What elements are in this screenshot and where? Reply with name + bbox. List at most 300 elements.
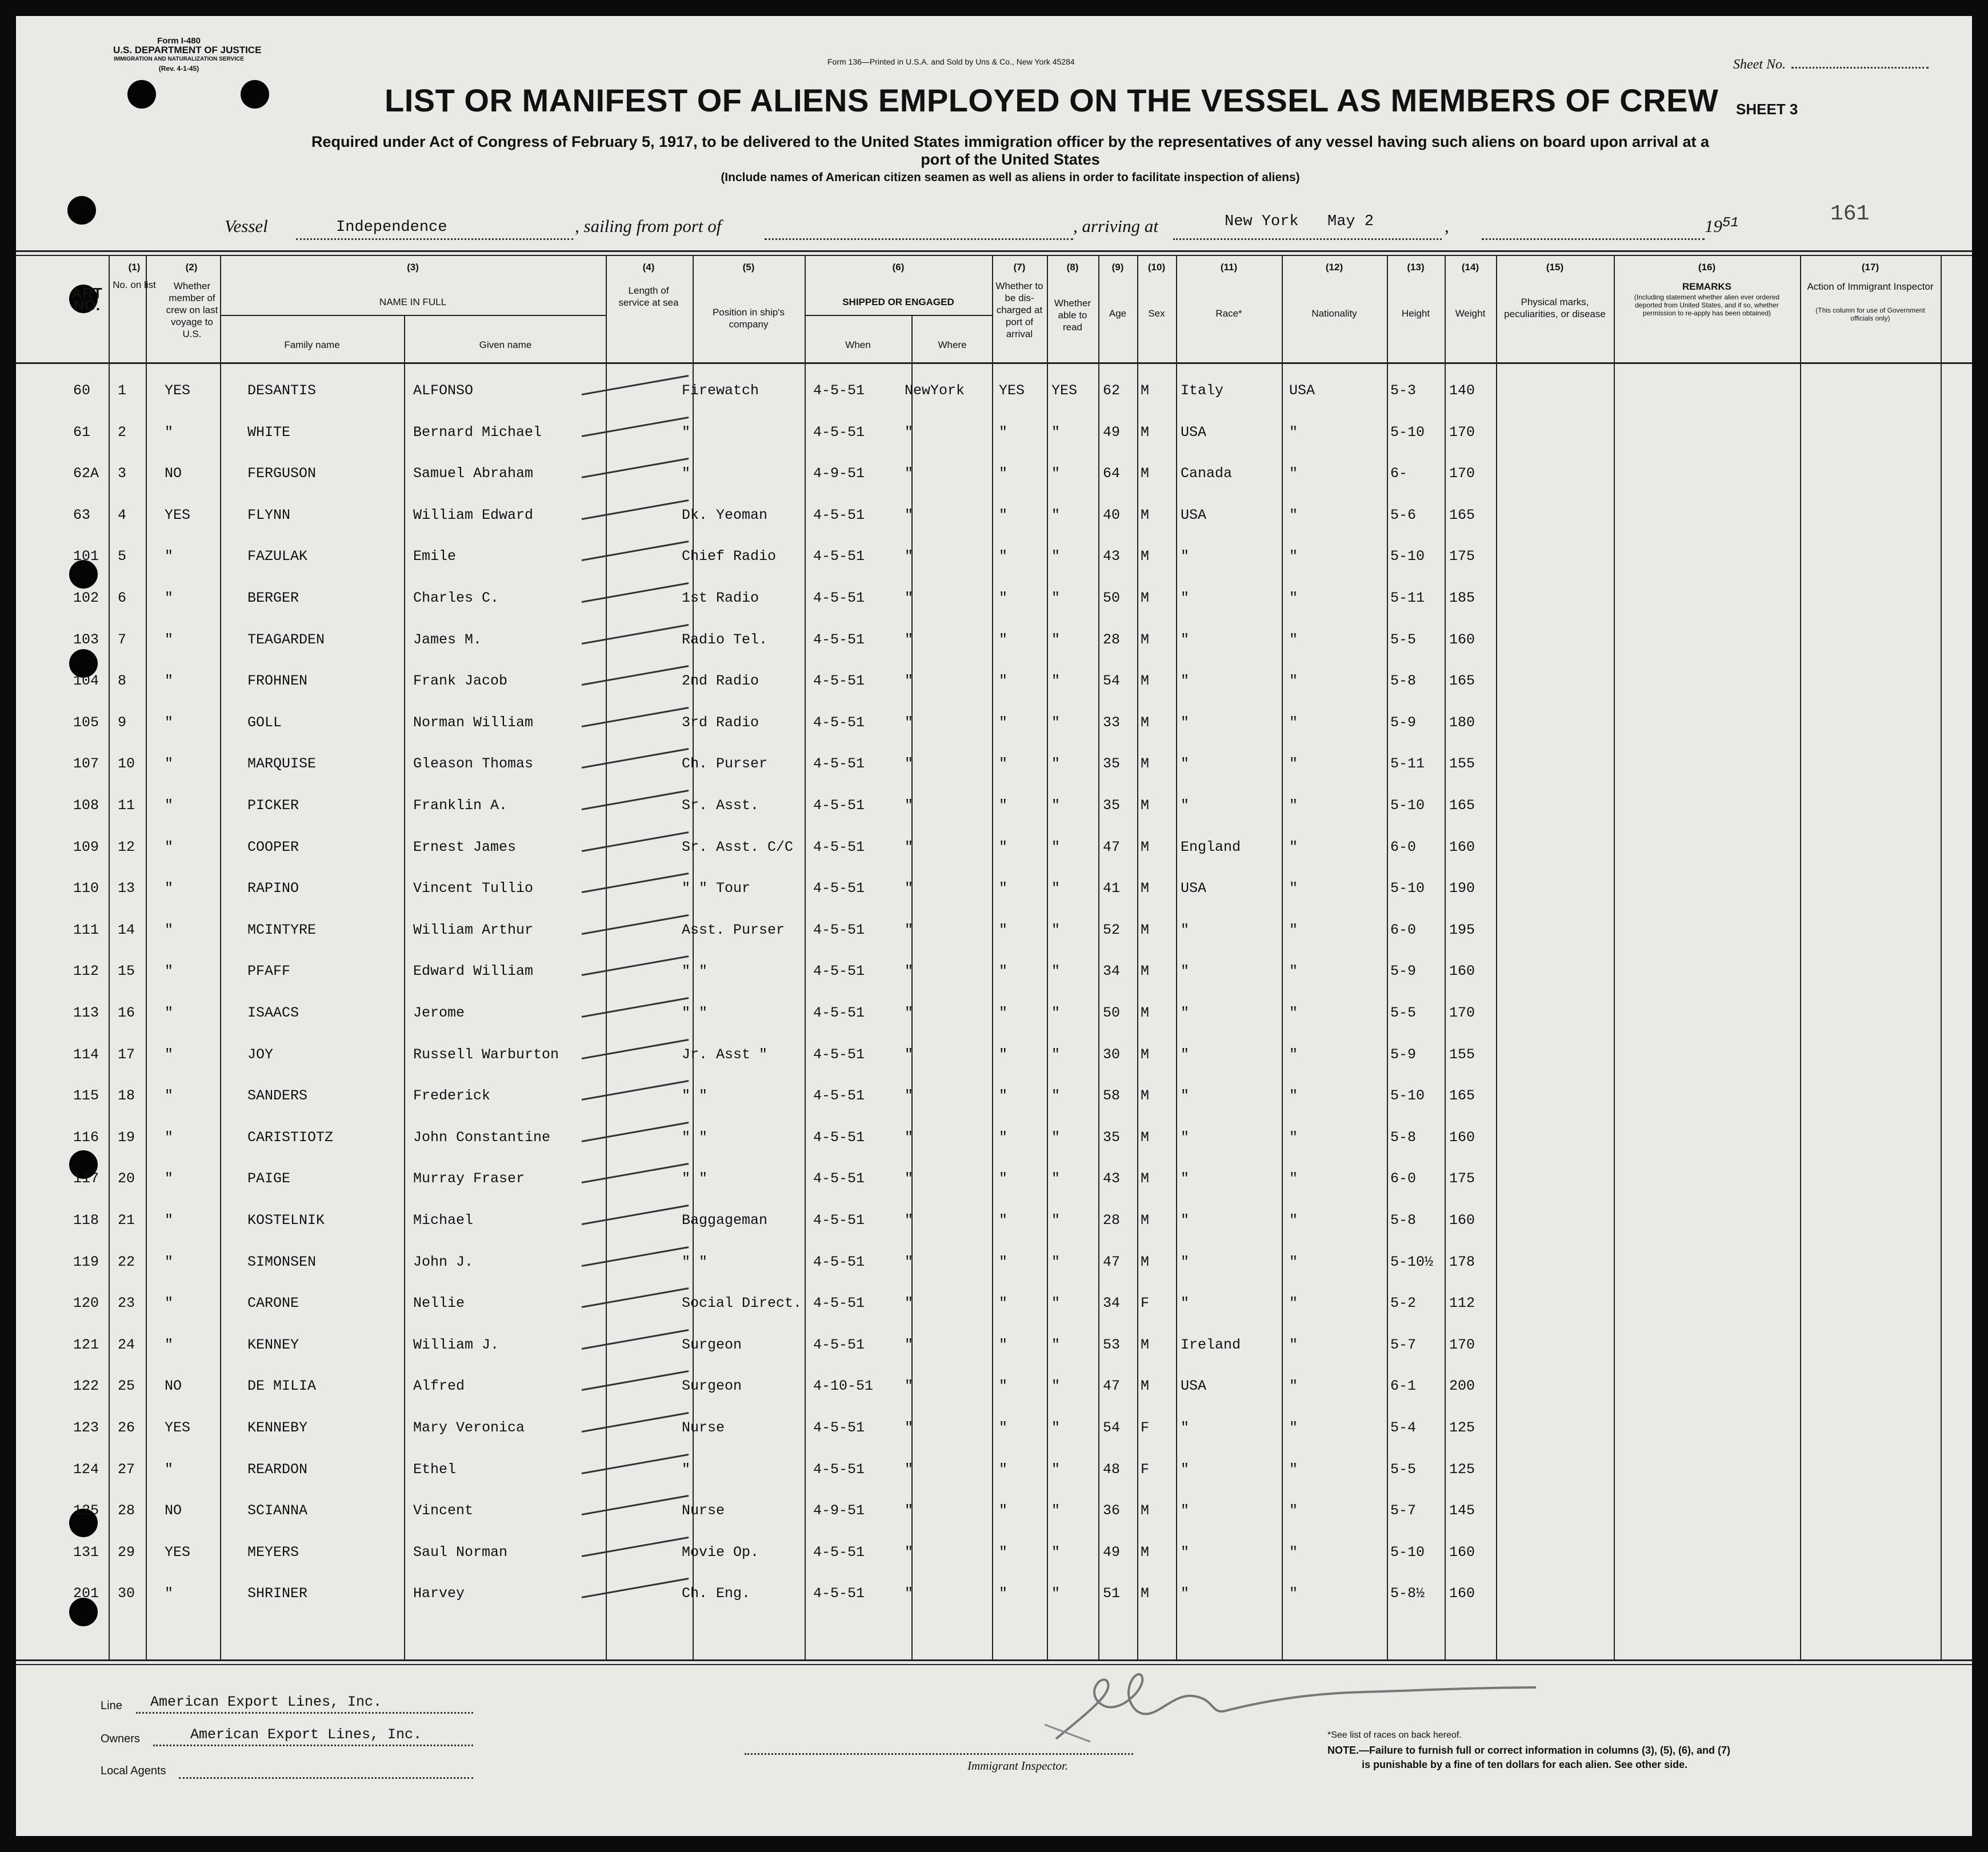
length-of-service-dash xyxy=(582,790,689,810)
punch-hole xyxy=(67,196,96,225)
row-art-no: 115 xyxy=(73,1087,99,1105)
table-row xyxy=(16,907,1972,949)
row-list-no: 22 xyxy=(118,1253,135,1270)
row-given-name: Nellie xyxy=(413,1295,465,1312)
header-num-12: (12) xyxy=(1325,262,1343,273)
row-shipped-where: " xyxy=(905,631,914,648)
row-given-name: Saul Norman xyxy=(413,1543,508,1561)
length-of-service-dash xyxy=(582,1370,689,1391)
row-art-no: 120 xyxy=(73,1295,99,1312)
row-list-no: 14 xyxy=(118,921,135,938)
row-shipped-when: 4-5-51 xyxy=(813,1005,865,1021)
row-nationality: " xyxy=(1289,755,1298,773)
row-list-no: 3 xyxy=(118,465,127,482)
table-top-rule-inner xyxy=(16,255,1972,256)
row-shipped-where: " xyxy=(905,1046,914,1063)
row-nationality: " xyxy=(1289,1378,1298,1395)
row-list-no: 15 xyxy=(118,963,135,980)
row-list-no: 24 xyxy=(118,1336,135,1353)
row-shipped-where: " xyxy=(905,1585,914,1602)
row-last-voyage: " xyxy=(165,1129,174,1146)
row-art-no: 104 xyxy=(73,673,99,690)
length-of-service-dash xyxy=(582,375,689,395)
row-discharged: YES xyxy=(999,382,1025,399)
header-length-of-service: Length of service at sea xyxy=(618,285,679,308)
row-weight: 155 xyxy=(1449,1046,1475,1063)
row-family-name: JOY xyxy=(247,1046,274,1063)
row-race: " xyxy=(1181,1585,1190,1602)
row-weight: 175 xyxy=(1449,1170,1475,1187)
row-weight: 160 xyxy=(1449,631,1475,648)
sailing-from-field xyxy=(765,218,1073,240)
row-height: 5-10 xyxy=(1390,423,1425,441)
row-height: 5-10 xyxy=(1390,880,1425,897)
row-discharged: " xyxy=(999,1170,1008,1187)
row-nationality: " xyxy=(1289,1295,1298,1312)
row-last-voyage: " xyxy=(165,1212,174,1229)
sheet-stamp: SHEET 3 xyxy=(1736,101,1798,118)
row-nationality: " xyxy=(1289,465,1298,482)
row-art-no: 114 xyxy=(73,1046,99,1063)
penalty-note-1: NOTE.—Failure to furnish full or correct information in columns (3), (5), (6), and (7) xyxy=(1327,1745,1731,1756)
row-last-voyage: " xyxy=(165,1005,174,1021)
row-race: USA xyxy=(1181,1378,1207,1395)
header-art-no: ART NO. xyxy=(71,285,102,314)
row-shipped-when: 4-5-51 xyxy=(813,673,865,690)
row-list-no: 28 xyxy=(118,1502,135,1519)
row-height: 5-11 xyxy=(1390,590,1425,606)
row-age: 43 xyxy=(1103,548,1121,565)
line-value: American Export Lines, Inc. xyxy=(150,1694,382,1710)
row-list-no: 7 xyxy=(118,631,127,648)
row-position: " " xyxy=(682,1087,708,1105)
row-position: Nurse xyxy=(682,1419,725,1436)
row-weight: 190 xyxy=(1449,880,1475,897)
row-weight: 185 xyxy=(1449,590,1475,606)
service-name: IMMIGRATION AND NATURALIZATION SERVICE xyxy=(114,56,244,62)
row-last-voyage: NO xyxy=(165,465,182,482)
penalty-note-2: is punishable by a fine of ten dollars for each alien. See other side. xyxy=(1362,1759,1688,1770)
row-family-name: MEYERS xyxy=(247,1543,299,1561)
row-weight: 170 xyxy=(1449,465,1475,482)
row-shipped-where: " xyxy=(905,1461,914,1478)
row-last-voyage: YES xyxy=(165,1419,191,1436)
row-able-to-read: " xyxy=(1051,1129,1061,1146)
row-last-voyage: " xyxy=(165,797,174,814)
row-given-name: Jerome xyxy=(413,1005,465,1021)
row-family-name: ISAACS xyxy=(247,1005,299,1021)
length-of-service-dash xyxy=(582,1412,689,1433)
row-race: USA xyxy=(1181,880,1207,897)
row-weight: 160 xyxy=(1449,838,1475,855)
row-shipped-when: 4-5-51 xyxy=(813,1170,865,1187)
row-age: 50 xyxy=(1103,1005,1121,1021)
row-list-no: 2 xyxy=(118,423,127,441)
header-race: Race* xyxy=(1215,308,1242,319)
row-shipped-when: 4-5-51 xyxy=(813,506,865,523)
row-family-name: COOPER xyxy=(247,838,299,855)
row-able-to-read: " xyxy=(1051,1253,1061,1270)
row-list-no: 26 xyxy=(118,1419,135,1436)
owners-value: American Export Lines, Inc. xyxy=(190,1726,422,1743)
row-shipped-where: " xyxy=(905,1295,914,1312)
row-able-to-read: " xyxy=(1051,1461,1061,1478)
row-nationality: " xyxy=(1289,673,1298,690)
row-position: " xyxy=(682,465,691,482)
row-able-to-read: " xyxy=(1051,1378,1061,1395)
punch-hole xyxy=(127,80,156,109)
row-age: 28 xyxy=(1103,1212,1121,1229)
length-of-service-dash xyxy=(582,707,689,727)
length-of-service-dash xyxy=(582,1287,689,1308)
table-row xyxy=(16,1197,1972,1239)
row-discharged: " xyxy=(999,1378,1008,1395)
row-family-name: MCINTYRE xyxy=(247,921,317,938)
row-sex: M xyxy=(1141,714,1150,731)
header-num-4: (4) xyxy=(642,262,655,273)
row-family-name: PAIGE xyxy=(247,1170,291,1187)
row-weight: 125 xyxy=(1449,1461,1475,1478)
row-height: 5-9 xyxy=(1390,1046,1417,1063)
row-sex: M xyxy=(1141,963,1150,980)
row-race: " xyxy=(1181,590,1190,606)
row-position: Sr. Asst. C/C xyxy=(682,838,794,855)
row-sex: M xyxy=(1141,797,1150,814)
row-shipped-where: " xyxy=(905,506,914,523)
row-family-name: KOSTELNIK xyxy=(247,1212,325,1229)
row-discharged: " xyxy=(999,1502,1008,1519)
row-able-to-read: " xyxy=(1051,423,1061,441)
row-sex: F xyxy=(1141,1295,1150,1312)
row-able-to-read: " xyxy=(1051,797,1061,814)
row-family-name: WHITE xyxy=(247,423,291,441)
row-race: " xyxy=(1181,1129,1190,1146)
row-shipped-where: " xyxy=(905,590,914,606)
row-height: 5-8½ xyxy=(1390,1585,1425,1602)
table-row xyxy=(16,450,1972,492)
row-art-no: 116 xyxy=(73,1129,99,1146)
length-of-service-dash xyxy=(582,624,689,645)
header-num-11: (11) xyxy=(1220,262,1238,273)
vessel-field xyxy=(296,218,573,240)
page-number: 161 xyxy=(1830,202,1870,226)
row-discharged: " xyxy=(999,1087,1008,1105)
arriving-date: May 2 xyxy=(1327,213,1374,230)
row-given-name: Samuel Abraham xyxy=(413,465,534,482)
row-able-to-read: " xyxy=(1051,921,1061,938)
header-num-14: (14) xyxy=(1461,262,1479,273)
row-family-name: RAPINO xyxy=(247,880,299,897)
sheet-no-label: Sheet No. xyxy=(1733,57,1929,73)
header-num-2: (2) xyxy=(185,262,198,273)
row-nationality: " xyxy=(1289,1005,1298,1021)
row-last-voyage: YES xyxy=(165,506,191,523)
local-agents-field xyxy=(179,1760,473,1779)
row-last-voyage: " xyxy=(165,838,174,855)
row-able-to-read: " xyxy=(1051,1046,1061,1063)
row-last-voyage: " xyxy=(165,1461,174,1478)
row-position: Movie Op. xyxy=(682,1543,759,1561)
row-art-no: 62A xyxy=(73,465,99,482)
header-num-7: (7) xyxy=(1013,262,1026,273)
row-sex: M xyxy=(1141,1005,1150,1021)
row-given-name: John J. xyxy=(413,1253,474,1270)
row-shipped-when: 4-5-51 xyxy=(813,880,865,897)
row-list-no: 16 xyxy=(118,1005,135,1021)
row-nationality: " xyxy=(1289,423,1298,441)
row-able-to-read: YES xyxy=(1051,382,1078,399)
header-name-in-full: NAME IN FULL xyxy=(379,297,447,307)
page-title: LIST OR MANIFEST OF ALIENS EMPLOYED ON THE VESSEL AS MEMBERS OF CREW xyxy=(385,82,1719,118)
row-discharged: " xyxy=(999,838,1008,855)
row-family-name: FAZULAK xyxy=(247,548,308,565)
row-able-to-read: " xyxy=(1051,838,1061,855)
row-shipped-when: 4-5-51 xyxy=(813,1419,865,1436)
row-last-voyage: " xyxy=(165,963,174,980)
row-height: 5-10½ xyxy=(1390,1253,1434,1270)
row-art-no: 121 xyxy=(73,1336,99,1353)
row-shipped-when: 4-9-51 xyxy=(813,1502,865,1519)
row-art-no: 101 xyxy=(73,548,99,565)
row-shipped-when: 4-5-51 xyxy=(813,1129,865,1146)
row-list-no: 12 xyxy=(118,838,135,855)
header-nationality: Nationality xyxy=(1311,308,1357,319)
row-height: 6-0 xyxy=(1390,838,1417,855)
row-shipped-where: " xyxy=(905,1005,914,1021)
row-family-name: CARONE xyxy=(247,1295,299,1312)
row-age: 54 xyxy=(1103,673,1121,690)
row-age: 35 xyxy=(1103,1129,1121,1146)
row-shipped-where: " xyxy=(905,1087,914,1105)
table-row xyxy=(16,1322,1972,1363)
sailing-from-label: , sailing from port of xyxy=(575,216,722,236)
form-id-block xyxy=(113,36,262,73)
row-height: 5-7 xyxy=(1390,1502,1417,1519)
row-position: Baggageman xyxy=(682,1212,768,1229)
row-family-name: KENNEBY xyxy=(247,1419,308,1436)
row-age: 47 xyxy=(1103,1253,1121,1270)
name-subheader-rule xyxy=(220,315,606,316)
row-discharged: " xyxy=(999,1461,1008,1478)
row-weight: 170 xyxy=(1449,423,1475,441)
row-shipped-where: " xyxy=(905,1253,914,1270)
row-last-voyage: YES xyxy=(165,382,191,399)
vessel-value: Independence xyxy=(336,219,447,236)
row-sex: F xyxy=(1141,1419,1150,1436)
length-of-service-dash xyxy=(582,499,689,520)
row-age: 47 xyxy=(1103,1378,1121,1395)
row-list-no: 17 xyxy=(118,1046,135,1063)
row-discharged: " xyxy=(999,423,1008,441)
row-race: " xyxy=(1181,1046,1190,1063)
header-position: Position in ship's company xyxy=(712,307,785,330)
row-family-name: PICKER xyxy=(247,797,299,814)
row-sex: M xyxy=(1141,1336,1150,1353)
row-position: Firewatch xyxy=(682,382,759,399)
row-weight: 200 xyxy=(1449,1378,1475,1395)
length-of-service-dash xyxy=(582,1578,689,1598)
row-weight: 125 xyxy=(1449,1419,1475,1436)
row-sex: M xyxy=(1141,673,1150,690)
row-art-no: 102 xyxy=(73,590,99,606)
row-age: 48 xyxy=(1103,1461,1121,1478)
row-height: 5-10 xyxy=(1390,1087,1425,1105)
row-able-to-read: " xyxy=(1051,631,1061,648)
row-family-name: SCIANNA xyxy=(247,1502,308,1519)
row-last-voyage: " xyxy=(165,1046,174,1063)
row-position: Sr. Asst. xyxy=(682,797,759,814)
row-height: 5-11 xyxy=(1390,755,1425,773)
row-age: 58 xyxy=(1103,1087,1121,1105)
row-age: 62 xyxy=(1103,382,1121,399)
table-row xyxy=(16,1073,1972,1114)
length-of-service-dash xyxy=(582,665,689,686)
row-position: 2nd Radio xyxy=(682,673,759,690)
row-discharged: " xyxy=(999,1295,1008,1312)
row-nationality: " xyxy=(1289,797,1298,814)
row-sex: M xyxy=(1141,838,1150,855)
length-of-service-dash xyxy=(582,997,689,1018)
row-race: " xyxy=(1181,714,1190,731)
row-race: " xyxy=(1181,921,1190,938)
row-art-no: 113 xyxy=(73,1005,99,1021)
row-art-no: 60 xyxy=(73,382,91,399)
header-num-6: (6) xyxy=(892,262,905,273)
printer-credit: Form 136—Printed in U.S.A. and Sold by Uns & Co., New York 45284 xyxy=(827,57,1075,66)
table-row xyxy=(16,575,1972,617)
table-row xyxy=(16,1031,1972,1073)
row-race: " xyxy=(1181,797,1190,814)
row-age: 52 xyxy=(1103,921,1121,938)
header-given-name: Given name xyxy=(479,339,532,350)
row-nationality: USA xyxy=(1289,382,1315,399)
header-num-10: (10) xyxy=(1147,262,1166,273)
row-shipped-where: " xyxy=(905,755,914,773)
table-row xyxy=(16,492,1972,534)
row-family-name: KENNEY xyxy=(247,1336,299,1353)
row-nationality: " xyxy=(1289,1585,1298,1602)
row-given-name: William Edward xyxy=(413,506,534,523)
owners-field xyxy=(153,1727,473,1746)
row-shipped-when: 4-10-51 xyxy=(813,1378,874,1395)
length-of-service-dash xyxy=(582,1122,689,1142)
row-shipped-where: NewYork xyxy=(905,382,965,399)
row-age: 49 xyxy=(1103,1543,1121,1561)
row-family-name: REARDON xyxy=(247,1461,308,1478)
row-given-name: Mary Veronica xyxy=(413,1419,525,1436)
length-of-service-dash xyxy=(582,1163,689,1183)
row-position: Surgeon xyxy=(682,1336,742,1353)
row-given-name: Ernest James xyxy=(413,838,517,855)
row-sex: M xyxy=(1141,921,1150,938)
table-row xyxy=(16,782,1972,824)
row-age: 34 xyxy=(1103,1295,1121,1312)
row-weight: 160 xyxy=(1449,1129,1475,1146)
row-weight: 160 xyxy=(1449,1212,1475,1229)
row-shipped-where: " xyxy=(905,1336,914,1353)
row-race: " xyxy=(1181,1005,1190,1021)
row-list-no: 25 xyxy=(118,1378,135,1395)
row-nationality: " xyxy=(1289,1046,1298,1063)
row-height: 5-8 xyxy=(1390,673,1417,690)
row-height: 5-10 xyxy=(1390,797,1425,814)
row-family-name: BERGER xyxy=(247,590,299,606)
row-family-name: PFAFF xyxy=(247,963,291,980)
row-nationality: " xyxy=(1289,548,1298,565)
row-shipped-when: 4-9-51 xyxy=(813,465,865,482)
row-list-no: 5 xyxy=(118,548,127,565)
row-family-name: DE MILIA xyxy=(247,1378,317,1395)
row-nationality: " xyxy=(1289,1087,1298,1105)
row-last-voyage: " xyxy=(165,590,174,606)
row-family-name: CARISTIOTZ xyxy=(247,1129,334,1146)
row-weight: 155 xyxy=(1449,755,1475,773)
row-list-no: 20 xyxy=(118,1170,135,1187)
row-race: Ireland xyxy=(1181,1336,1241,1353)
row-last-voyage: " xyxy=(165,1336,174,1353)
row-last-voyage: " xyxy=(165,673,174,690)
row-given-name: William Arthur xyxy=(413,921,534,938)
row-nationality: " xyxy=(1289,631,1298,648)
row-age: 34 xyxy=(1103,963,1121,980)
row-list-no: 29 xyxy=(118,1543,135,1561)
row-position: Nurse xyxy=(682,1502,725,1519)
header-num-5: (5) xyxy=(742,262,755,273)
row-nationality: " xyxy=(1289,714,1298,731)
row-height: 5-4 xyxy=(1390,1419,1417,1436)
row-sex: M xyxy=(1141,880,1150,897)
row-given-name: Frank Jacob xyxy=(413,673,508,690)
row-able-to-read: " xyxy=(1051,1502,1061,1519)
table-row xyxy=(16,1446,1972,1488)
row-given-name: Charles C. xyxy=(413,590,499,606)
row-art-no: 122 xyxy=(73,1378,99,1395)
row-family-name: MARQUISE xyxy=(247,755,317,773)
row-age: 35 xyxy=(1103,755,1121,773)
year-prefix: 19 xyxy=(1705,216,1722,236)
row-given-name: Norman William xyxy=(413,714,534,731)
row-height: 6-0 xyxy=(1390,1170,1417,1187)
row-shipped-where: " xyxy=(905,797,914,814)
row-position: " " Tour xyxy=(682,880,751,897)
subtitle-line-2: port of the United States xyxy=(921,151,1100,168)
table-row xyxy=(16,865,1972,907)
row-able-to-read: " xyxy=(1051,590,1061,606)
row-weight: 112 xyxy=(1449,1295,1475,1312)
vessel-label: Vessel xyxy=(225,216,268,236)
row-shipped-when: 4-5-51 xyxy=(813,838,865,855)
table-row xyxy=(16,824,1972,866)
header-where: Where xyxy=(938,339,967,350)
row-art-no: 109 xyxy=(73,838,99,855)
table-row xyxy=(16,741,1972,782)
row-given-name: Frederick xyxy=(413,1087,491,1105)
row-art-no: 118 xyxy=(73,1212,99,1229)
row-height: 5-5 xyxy=(1390,1005,1417,1021)
row-position: Social Direct. xyxy=(682,1295,802,1312)
row-height: 5-10 xyxy=(1390,1543,1425,1561)
table-row xyxy=(16,990,1972,1031)
row-family-name: FERGUSON xyxy=(247,465,317,482)
row-shipped-when: 4-5-51 xyxy=(813,382,865,399)
row-sex: M xyxy=(1141,1543,1150,1561)
row-weight: 165 xyxy=(1449,506,1475,523)
row-discharged: " xyxy=(999,880,1008,897)
row-sex: M xyxy=(1141,548,1150,565)
row-shipped-when: 4-5-51 xyxy=(813,1585,865,1602)
header-physical-marks: Physical marks, peculiarities, or disease xyxy=(1504,297,1606,319)
header-height: Height xyxy=(1401,308,1430,319)
